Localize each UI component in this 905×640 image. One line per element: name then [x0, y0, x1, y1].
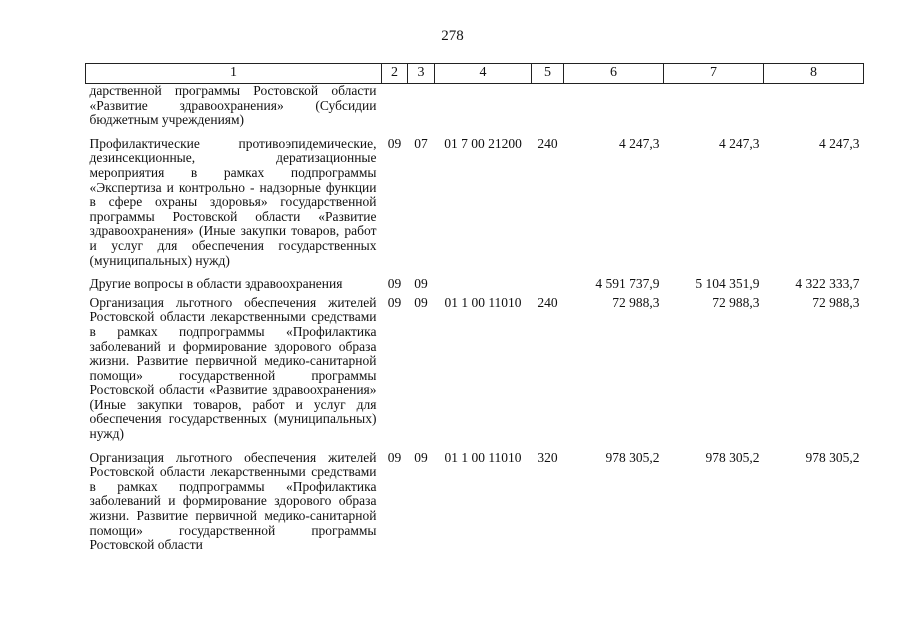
row-year2: 5 104 351,9	[695, 276, 760, 292]
row-year1	[564, 84, 664, 128]
row-vr: 240	[537, 135, 558, 151]
row-year3: 72 988,3	[812, 294, 860, 310]
row-year3: 4 322 333,7	[795, 276, 860, 292]
row-rz: 09	[387, 276, 402, 292]
header-cell-6: 6	[564, 64, 664, 84]
row-csr: 01 7 00 21200	[444, 135, 522, 151]
header-cell-8: 8	[764, 64, 864, 84]
row-pr: 09	[414, 294, 428, 310]
header-cell-2: 2	[382, 64, 408, 84]
row-csr: 01 1 00 11010	[444, 294, 522, 310]
row-name: Организация льготного обеспечения жителей Ростовской области лекарственными средствами в рамках подпрограммы «Профилактика заболеваний и формирование здорового образа жизни. Развитие первичной медико-санитарной помощи» государственной программы Ростовской области «Развитие здравоохранения» (Иные закупки товаров, работ и услуг для обеспечения государственных (муниципальных) нужд)	[89, 294, 377, 442]
table-row	[86, 296, 864, 442]
row-name: дарственной программы Ростовской области «Развитие здравоохранения» (Субсидии бюджетным учреждениям)	[89, 83, 377, 128]
row-year2: 4 247,3	[719, 135, 760, 151]
row-csr	[435, 84, 532, 128]
row-rz	[382, 84, 408, 128]
row-csr	[435, 277, 532, 292]
header-cell-7: 7	[664, 64, 764, 84]
budget-table	[85, 63, 864, 553]
header-cell-5: 5	[532, 64, 564, 84]
row-year1: 4 591 737,9	[595, 276, 660, 292]
row-name: Другие вопросы в области здравоохранения	[89, 276, 343, 292]
row-name: Организация льготного обеспечения жителей Ростовской области лекарственными средствами в рамках подпрограммы «Профилактика заболеваний и формирование здорового образа жизни. Развитие первичной медико-санитарной помощи» государственной программы Ростовской области	[89, 449, 377, 553]
row-year1: 72 988,3	[612, 294, 660, 310]
row-vr: 320	[537, 449, 558, 465]
row-year2	[664, 84, 764, 128]
row-year2: 978 305,2	[705, 449, 760, 465]
table-row	[86, 84, 864, 128]
page-number: 278	[441, 28, 464, 44]
row-year3	[764, 84, 864, 128]
row-year1: 4 247,3	[619, 135, 660, 151]
row-pr: 07	[414, 135, 428, 151]
row-year3: 4 247,3	[819, 135, 860, 151]
row-rz: 09	[387, 449, 402, 465]
row-pr: 09	[414, 449, 428, 465]
row-vr: 240	[537, 294, 558, 310]
row-vr	[532, 277, 564, 292]
table-row	[86, 137, 864, 268]
row-vr	[532, 84, 564, 128]
header-cell-3: 3	[408, 64, 435, 84]
header-cell-4: 4	[435, 64, 532, 84]
row-year2: 72 988,3	[712, 294, 760, 310]
table-row	[86, 277, 864, 292]
row-csr: 01 1 00 11010	[444, 449, 522, 465]
row-pr	[408, 84, 435, 128]
row-pr: 09	[414, 276, 428, 292]
row-rz: 09	[387, 294, 402, 310]
header-cell-1: 1	[86, 64, 382, 84]
header-row	[86, 64, 864, 84]
row-rz: 09	[387, 135, 402, 151]
row-year3: 978 305,2	[805, 449, 860, 465]
table-row	[86, 451, 864, 553]
row-name: Профилактические противоэпидемические, дезинсекционные, дератизационные мероприятия в рамках подпрограммы «Экспертиза и контрольно - надзорные функции в сфере охраны здоровья» государственной программы Ростовской области «Развитие здравоохранения» (Иные закупки товаров, работ и услуг для обеспечения государственных (муниципальных) нужд)	[89, 135, 377, 268]
row-year1: 978 305,2	[605, 449, 660, 465]
